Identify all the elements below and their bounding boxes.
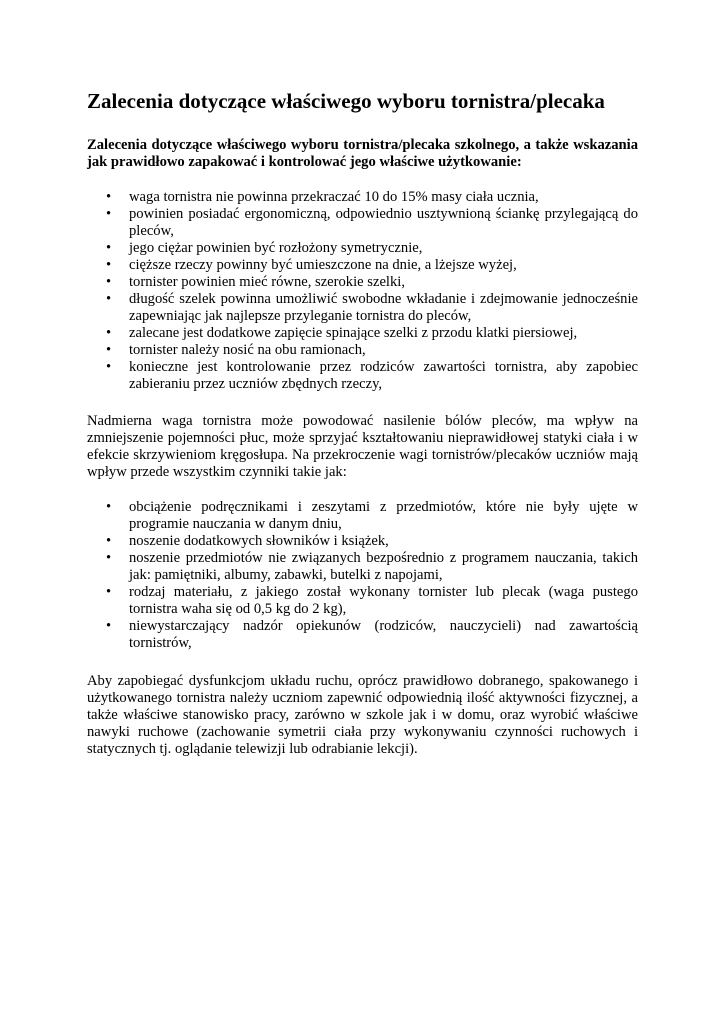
list-item: • cięższe rzeczy powinny być umieszczone na dnie, a lżejsze wyżej, [87,257,638,274]
paragraph-overweight: Nadmierna waga tornistra może powodować nasilenie bólów pleców, ma wpływ na zmniejszenie pojemności płuc, może sprzyjać kształtowaniu nieprawidłowej statyki ciała i w efekcie skrzywieniom kręgosłupa. Na przekroczenie wagi tornistrów/plecaków uczniów mają wpływ przede wszystkim czynniki takie jak: [87,413,638,480]
paragraph-prevention: Aby zapobiegać dysfunkcjom układu ruchu, oprócz prawidłowo dobranego, spakowanego i użytkowanego tornistra należy uczniom zapewnić odpowiednią ilość aktywności fizycznej, a także właściwe stanowisko pracy, zarówno w szkole jak i w domu, oraz wyrobić właściwe nawyki ruchowe (zachowanie symetrii ciała przy wykonywaniu czynności ruchowych i statycznych tj. oglądanie telewizji lub odrabianie lekcji). [87,673,638,757]
list-item: • jego ciężar powinien być rozłożony symetrycznie, [87,240,638,257]
recommendations-list [87,189,638,393]
subtitle: Zalecenia dotyczące właściwego wyboru tornistra/plecaka szkolnego, a także wskazania jak prawidłowo zapakować i kontrolować jego właściwe użytkowanie: [87,137,638,170]
document-page [87,88,638,758]
list-item: • tornister powinien mieć równe, szerokie szelki, [87,274,638,291]
list-item: • powinien posiadać ergonomiczną, odpowiednio usztywnioną ściankę przylegającą do pleców, [87,206,638,240]
list-item: • rodzaj materiału, z jakiego został wykonany tornister lub plecak (waga pustego tornistra waha się od 0,5 kg do 2 kg), [87,584,638,618]
list-item: • konieczne jest kontrolowanie przez rodziców zawartości tornistra, aby zapobiec zabieraniu przez uczniów zbędnych rzeczy, [87,359,638,393]
list-item: • długość szelek powinna umożliwić swobodne wkładanie i zdejmowanie jednocześnie zapewniając jak najlepsze przyleganie tornistra do pleców, [87,291,638,325]
list-item: • noszenie przedmiotów nie związanych bezpośrednio z programem nauczania, takich jak: pamiętniki, albumy, zabawki, butelki z napojami, [87,550,638,584]
list-item: • tornister należy nosić na obu ramionach, [87,342,638,359]
page-title: Zalecenia dotyczące właściwego wyboru tornistra/plecaka [87,89,605,113]
list-item: • zalecane jest dodatkowe zapięcie spinające szelki z przodu klatki piersiowej, [87,325,638,342]
factors-list [87,499,638,652]
list-item: • waga tornistra nie powinna przekraczać 10 do 15% masy ciała ucznia, [87,189,638,206]
list-item: • niewystarczający nadzór opiekunów (rodziców, nauczycieli) nad zawartością tornistrów, [87,618,638,652]
list-item: • noszenie dodatkowych słowników i książek, [87,533,638,550]
list-item: • obciążenie podręcznikami i zeszytami z przedmiotów, które nie były ujęte w programie nauczania w danym dniu, [87,499,638,533]
